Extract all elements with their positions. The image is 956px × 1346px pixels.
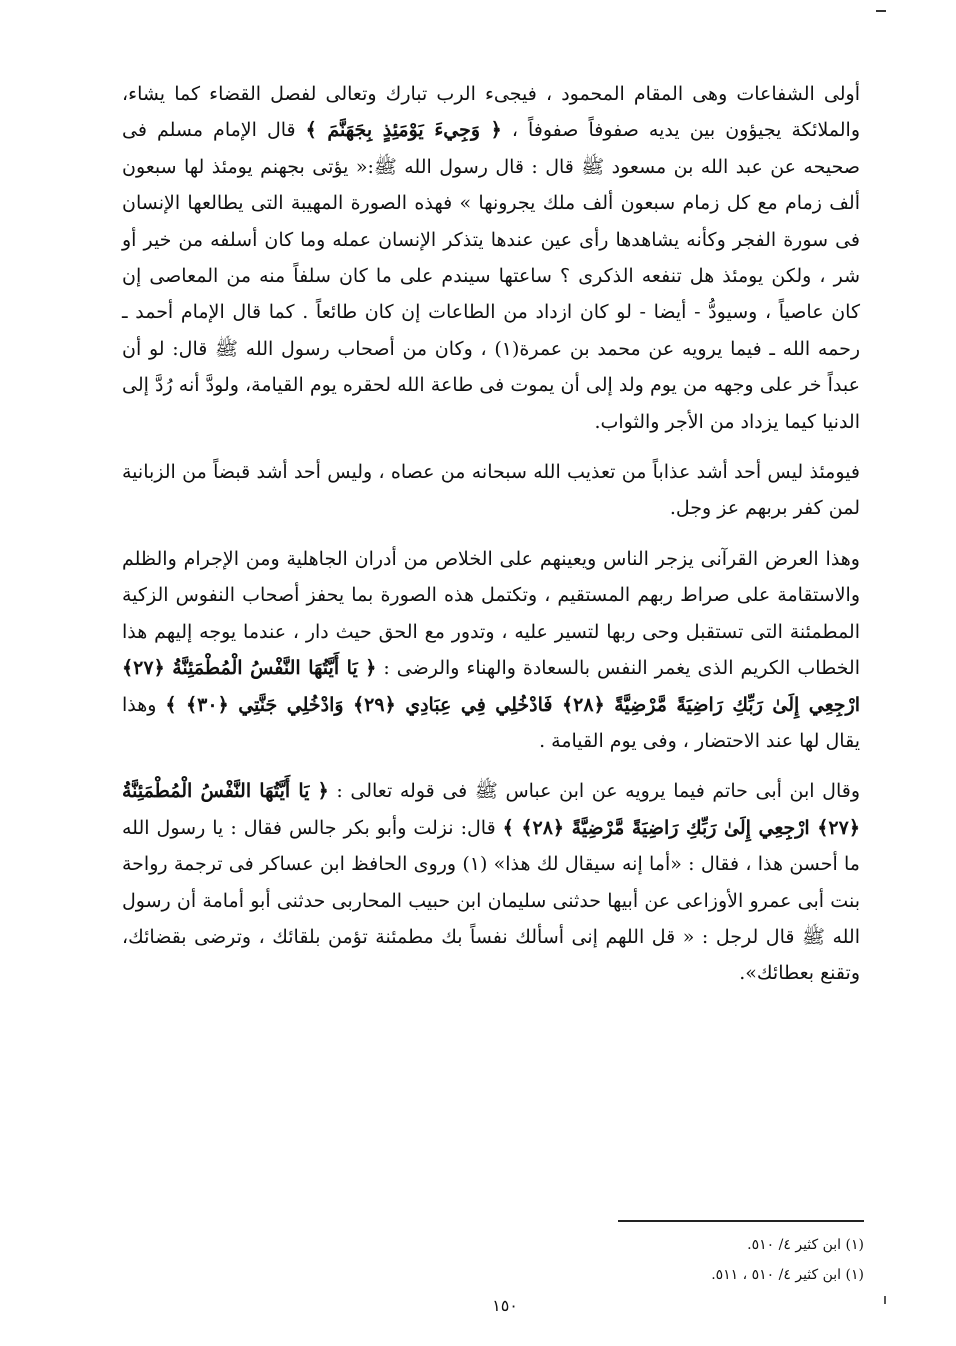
scan-mark [876, 10, 886, 12]
footnote-divider [618, 1220, 864, 1222]
footnote-1: (١) ابن كثير ٤/ ٥١٠. [747, 1237, 864, 1253]
main-text [122, 76, 860, 992]
paragraph-2 [122, 454, 860, 527]
paragraph-1-text-a: أولى الشفاعات وهى المقام المحمود ، فيجىء الرب تبارك وتعالى لفصل القضاء كما يشاء، والملائكة يجيؤون بين يديه صفوفاً صفوفاً ، [122, 83, 861, 142]
footnotes [560, 1230, 864, 1290]
paragraph-4-text-b: قال: نزلت وأبو بكر جالس فقال : يا رسول الله ما أحسن هذا ، فقال : «أما إنه سيقال لك هذا» (١) وروى الحافظ ابن عساكر فى ترجمة رواحة بنت أبى عمرو الأوزاعى عن أبيها حدثنى سليمان ابن حبيب المحاربى حدثنى أبو أمامة أن رسول الله ﷺ قال لرجل : « قل اللهم إنى أسألك نفساً بك مطمئنة تؤمن بلقائك ، وترضى بقضائك، وتقنع بعطائك». [122, 816, 860, 985]
footnote-2: (١) ابن كثير ٤/ ٥١٠ ، ٥١١. [711, 1267, 864, 1283]
quran-verse-3: ﴿ يَا أَيَّتُهَا النَّفْسُ الْمُطْمَئِنَّةُ ﴿٢٧﴾ ارْجِعِي إِلَىٰ رَبِّكِ رَاضِيَةً مَّرْضِيَّةً ﴿٢٨﴾ ﴾ [122, 780, 860, 839]
paragraph-3-text-b: وهذا يقال لها عند الاحتضار ، وفى يوم القيامة . [122, 693, 860, 752]
paragraph-3 [122, 541, 860, 759]
paragraph-2-text: فيومئذ ليس أحد أشد عذاباً من تعذيب الله سبحانه من عصاه ، وليس أحد أشد قبضاً من الزبانية لمن كفر بربهم عز وجل. [122, 461, 860, 520]
page-number: ١٥٠ [492, 1296, 518, 1315]
quran-verse-2: ﴿ يَا أَيَّتُهَا النَّفْسُ الْمُطْمَئِنَّةُ ﴿٢٧﴾ ارْجِعِي إِلَىٰ رَبِّكِ رَاضِيَةً مَّرْضِيَّةً ﴿٢٨﴾ فَادْخُلِي فِي عِبَادِي ﴿٢٩﴾ وَادْخُلِي جَنَّتِي ﴿٣٠﴾ ﴾ [122, 657, 860, 716]
paragraph-1-text-b: قال الإمام مسلم فى صحيحه عن عبد الله بن مسعود ﷺ قال : قال رسول الله ﷺ:« يؤتى بجهنم يومئذ لها سبعون ألف زمام مع كل زمام سبعون ألف ملك يجرونها » فهذه الصورة المهيبة التى يطالعها الإنسان فى سورة الفجر وكأنه يشاهدها رأى عين عندها يتذكر الإنسان عمله وما كان أسلفه من خير أو شر ، ولكن يومئذ هل تنفعه الذكرى ؟ ساعتها سيندم على ما كان سلفاً منه من المعاصى إن كان عاصياً ، وسيودُّ - أيضا - لو كان ازداد من الطاعات إن كان طائعاً . كما قال الإمام أحمد ـ رحمه الله ـ فيما يرويه عن محمد بن عمرة(١) ، وكان من أصحاب رسول الله ﷺ قال: لو أن عبداً خر على وجهه من يوم ولد إلى أن يموت فى طاعة الله لحقره يوم القيامة، ولودَّ أنه رُدَّ إلى الدنيا كيما يزداد من الأجر والثواب. [122, 119, 860, 433]
paragraph-4-text-a: وقال ابن أبى حاتم فيما يرويه عن ابن عباس ﷺ فى قوله تعالى : [336, 780, 860, 803]
paragraph-3-text-a: وهذا العرض القرآنى يزجر الناس ويعينهم على الخلاص من أدران الجاهلية ومن الإجرام والظلم والاستقامة على صراط ربهم المستقيم ، وتكتمل هذه الصورة بما يحفز أصحاب النفوس الزكية المطمئنة التى تستقبل وحى ربها لتسير عليه ، وتدور مع الحق حيث دار ، عندما يوجه إليهم هذا الخطاب الكريم الذى يغمر النفس بالسعادة والهناء والرضى : [122, 547, 860, 680]
paragraph-4 [122, 773, 860, 991]
quran-verse-1: ﴿ وَجِيءَ يَوْمَئِذٍ بِجَهَنَّمَ ﴾ [305, 119, 502, 142]
paragraph-1 [122, 76, 860, 440]
scan-mark-bottom [884, 1296, 886, 1304]
